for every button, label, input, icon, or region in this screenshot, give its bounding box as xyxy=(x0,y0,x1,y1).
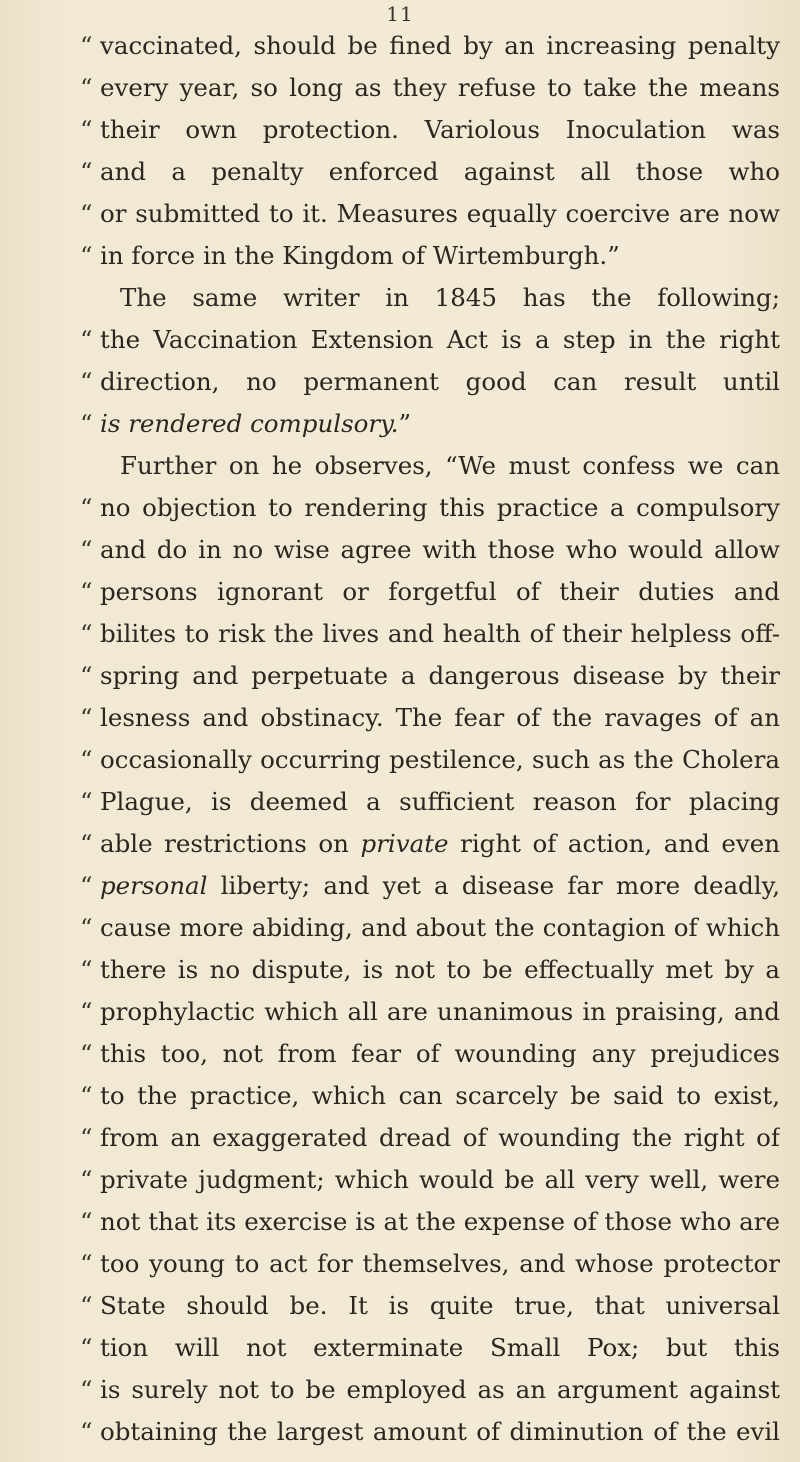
quote-mark: “ xyxy=(80,913,93,942)
line-text: and do in no wise agree with those who would allow xyxy=(100,535,780,564)
text-line xyxy=(80,1411,780,1453)
body-text xyxy=(80,25,780,1453)
line-text: in force in the Kingdom of Wirtemburgh.” xyxy=(100,241,620,270)
line-text: private judgment; which would be all very well, were xyxy=(100,1165,780,1194)
closing-quote: ” xyxy=(398,409,412,438)
quote-mark: “ xyxy=(80,1291,93,1320)
text-line xyxy=(80,865,780,907)
quote-mark: “ xyxy=(80,31,93,60)
line-text: bilites to risk the lives and health of their helpless off- xyxy=(100,619,780,648)
line-text xyxy=(100,361,780,403)
quote-mark: “ xyxy=(80,1333,93,1362)
text-line xyxy=(80,445,780,487)
text-line xyxy=(80,235,780,277)
text-line xyxy=(80,949,780,991)
text-line xyxy=(80,991,780,1033)
quote-mark: “ xyxy=(80,955,93,984)
line-text: their own protection. Variolous Inoculation was xyxy=(100,115,780,144)
quote-mark: “ xyxy=(80,157,93,186)
text-line xyxy=(80,1369,780,1411)
line-text: Plague, is deemed a sufficient reason for placing xyxy=(100,787,780,816)
line-text: tion will not exterminate Small Pox; but this xyxy=(100,1333,780,1362)
line-text: is surely not to be employed as an argument against xyxy=(100,1375,780,1404)
quote-mark: “ xyxy=(80,871,93,900)
quote-mark: “ xyxy=(80,661,93,690)
text-line xyxy=(80,277,780,319)
line-text-part: liberty; and yet a disease far more deadly, xyxy=(220,871,780,900)
line-text: the Vaccination Extension Act is a step in the right xyxy=(100,325,780,354)
text-line xyxy=(80,361,780,403)
quote-mark: “ xyxy=(80,1249,93,1278)
line-text: this too, not from fear of wounding any prejudices xyxy=(100,1039,780,1068)
italic-text: private xyxy=(360,829,449,858)
quote-mark: “ xyxy=(80,1123,93,1152)
text-line xyxy=(80,1075,780,1117)
line-text: not that its exercise is at the expense of those who are xyxy=(100,1207,780,1236)
line-text-part: able restrictions on xyxy=(100,829,349,858)
quote-mark: “ xyxy=(80,829,93,858)
quote-mark: “ xyxy=(80,577,93,606)
line-text: every year, so long as they refuse to take the means xyxy=(100,73,780,102)
line-text: spring and perpetuate a dangerous disease by their xyxy=(100,661,780,690)
quote-mark: “ xyxy=(80,745,93,774)
quote-mark: “ xyxy=(80,1375,93,1404)
line-text: there is no dispute, is not to be effectually met by a xyxy=(100,955,780,984)
line-text: The same writer in 1845 has the following; xyxy=(120,283,780,312)
quote-mark: “ xyxy=(80,619,93,648)
text-line xyxy=(80,613,780,655)
line-text: too young to act for themselves, and whose protector xyxy=(100,1249,780,1278)
line-text: from an exaggerated dread of wounding the right of xyxy=(100,1123,780,1152)
quote-mark: “ xyxy=(80,1039,93,1068)
text-line xyxy=(80,529,780,571)
quote-mark: “ xyxy=(80,493,93,522)
quote-mark: “ xyxy=(80,409,93,438)
text-line xyxy=(80,823,780,865)
quote-mark: “ xyxy=(80,535,93,564)
line-text: lesness and obstinacy. The fear of the ravages of an xyxy=(100,703,780,732)
italic-prefix: is xyxy=(100,409,121,438)
line-text: and a penalty enforced against all those who xyxy=(100,157,780,186)
text-line xyxy=(80,1243,780,1285)
line-text-part: direction, no permanent good can result until xyxy=(100,367,780,396)
text-line xyxy=(80,571,780,613)
text-line xyxy=(80,907,780,949)
quote-mark: “ xyxy=(80,1165,93,1194)
text-line xyxy=(80,781,780,823)
line-text: Further on he observes, “We must confess we can xyxy=(120,451,780,480)
quote-mark: “ xyxy=(80,199,93,228)
line-text: prophylactic which all are unanimous in praising, and xyxy=(100,997,780,1026)
quote-mark: “ xyxy=(80,325,93,354)
text-line xyxy=(80,403,780,445)
quote-mark: “ xyxy=(80,115,93,144)
text-line xyxy=(80,1285,780,1327)
line-text xyxy=(100,403,780,445)
text-line xyxy=(80,487,780,529)
quote-mark: “ xyxy=(80,1207,93,1236)
text-line xyxy=(80,193,780,235)
italic-text: personal xyxy=(100,871,208,900)
text-line xyxy=(80,655,780,697)
quote-mark: “ xyxy=(80,73,93,102)
line-text: obtaining the largest amount of diminution of the evil xyxy=(100,1417,780,1446)
text-line xyxy=(80,739,780,781)
text-line xyxy=(80,1033,780,1075)
text-line xyxy=(80,1201,780,1243)
line-text: cause more abiding, and about the contagion of which xyxy=(100,913,780,942)
quote-mark: “ xyxy=(80,1081,93,1110)
text-line xyxy=(80,1117,780,1159)
quote-mark: “ xyxy=(80,997,93,1026)
line-text: occasionally occurring pestilence, such as the Cholera xyxy=(100,745,780,774)
text-line xyxy=(80,67,780,109)
quote-mark: “ xyxy=(80,703,93,732)
quote-mark: “ xyxy=(80,787,93,816)
quote-mark: “ xyxy=(80,1417,93,1446)
quote-mark: “ xyxy=(80,241,93,270)
line-text-part: right of action, and even xyxy=(460,829,780,858)
text-line xyxy=(80,1159,780,1201)
line-text: or submitted to it. Measures equally coercive are now xyxy=(100,199,780,228)
line-text: vaccinated, should be fined by an increasing penalty xyxy=(100,31,780,60)
line-text: no objection to rendering this practice a compulsory xyxy=(100,493,780,522)
text-line xyxy=(80,319,780,361)
line-text: State should be. It is quite true, that universal xyxy=(100,1291,780,1320)
text-line xyxy=(80,25,780,67)
line-text: to the practice, which can scarcely be said to exist, xyxy=(100,1081,780,1110)
quote-mark: “ xyxy=(80,367,93,396)
line-text: persons ignorant or forgetful of their duties and xyxy=(100,577,780,606)
text-line xyxy=(80,109,780,151)
page-number: 11 xyxy=(386,2,414,26)
line-text xyxy=(100,823,780,865)
line-text xyxy=(100,865,780,907)
text-line xyxy=(80,151,780,193)
italic-phrase: rendered compulsory. xyxy=(128,409,399,438)
text-line xyxy=(80,1327,780,1369)
italic-text xyxy=(100,409,398,438)
text-line xyxy=(80,697,780,739)
